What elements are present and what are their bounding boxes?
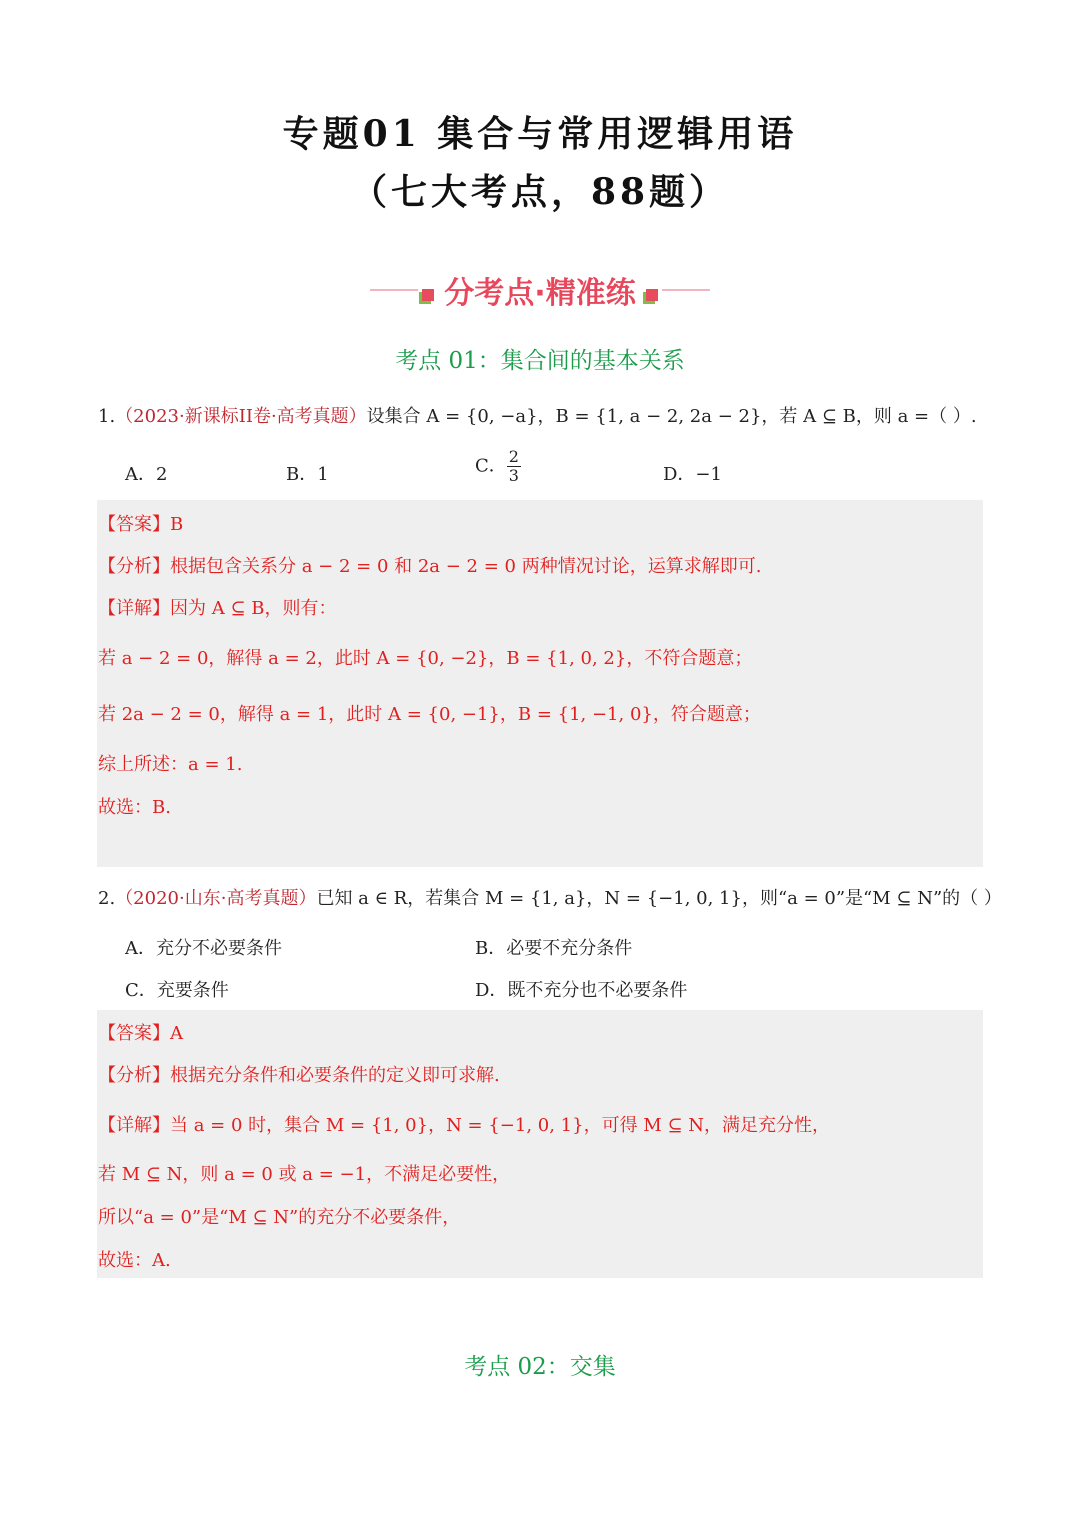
analysis-line: 【分析】根据充分条件和必要条件的定义即可求解.: [98, 1065, 500, 1086]
answer-line: 【答案】A: [98, 1023, 183, 1044]
banner-square-icon: [422, 289, 434, 301]
option-a: A．充分不必要条件: [125, 938, 282, 959]
option-d: D．−1: [663, 464, 722, 485]
banner-square-icon: [646, 289, 658, 301]
question-source: （2023·新课标II卷·高考真题）: [115, 406, 367, 427]
option-a: A．2: [125, 464, 168, 485]
detail-line: 【详解】因为 A ⊆ B，则有：: [98, 598, 337, 619]
choice-line: 故选：B.: [98, 797, 171, 818]
document-title: 专题01 集合与常用逻辑用语: [282, 113, 798, 155]
detail-line: 若 M ⊆ N，则 a = 0 或 a = −1，不满足必要性，: [98, 1164, 511, 1185]
question-2: [98, 884, 1002, 910]
detail-line: 综上所述：a = 1.: [98, 754, 243, 775]
section-banner: [0, 268, 1080, 312]
option-b: B．必要不充分条件: [475, 938, 633, 959]
option-d: D．既不充分也不必要条件: [475, 980, 688, 1001]
option-c: [475, 448, 521, 485]
answer-box-2: [97, 1010, 983, 1278]
banner-line-right: [662, 289, 710, 291]
question-stem: 设集合 A = {0, −a}，B = {1, a − 2, 2a − 2}，若 A ⊆ B，则 a =（ ）.: [366, 406, 977, 427]
banner-text: 分考点·精准练: [444, 276, 636, 311]
question-number: 1.: [98, 406, 116, 427]
fraction: [507, 448, 521, 485]
detail-line: 若 2a − 2 = 0，解得 a = 1，此时 A = {0, −1}，B = {1, −1, 0}，符合题意；: [98, 704, 761, 725]
denominator: 3: [508, 466, 519, 485]
choice-line: 故选：A.: [98, 1250, 171, 1271]
analysis-line: 【分析】根据包含关系分 a − 2 = 0 和 2a − 2 = 0 两种情况讨论，运算求解即可.: [98, 556, 762, 577]
question-1: [98, 402, 977, 428]
question-source: （2020·山东·高考真题）: [115, 888, 317, 909]
banner-line-left: [370, 289, 418, 291]
document-subtitle: （七大考点，88题）: [350, 171, 730, 213]
detail-line: 所以“a = 0”是“M ⊆ N”的充分不必要条件，: [98, 1207, 461, 1228]
detail-line: 【详解】当 a = 0 时，集合 M = {1, 0}，N = {−1, 0, 1}，可得 M ⊆ N，满足充分性，: [98, 1115, 831, 1136]
answer-line: 【答案】B: [98, 514, 184, 535]
detail-line: 若 a − 2 = 0，解得 a = 2，此时 A = {0, −2}，B = {1, 0, 2}，不符合题意；: [98, 648, 753, 669]
section-heading-02: 考点 02：交集: [464, 1354, 616, 1380]
numerator: 2: [508, 447, 519, 466]
option-c: C．充要条件: [125, 980, 229, 1001]
question-stem: 已知 a ∈ R，若集合 M = {1, a}，N = {−1, 0, 1}，则“a = 0”是“M ⊆ N”的（ ）: [316, 888, 1002, 909]
question-number: 2.: [98, 888, 116, 909]
option-b: B．1: [286, 464, 329, 485]
option-c-label: C．: [475, 455, 507, 477]
section-heading-01: 考点 01：集合间的基本关系: [395, 348, 685, 374]
